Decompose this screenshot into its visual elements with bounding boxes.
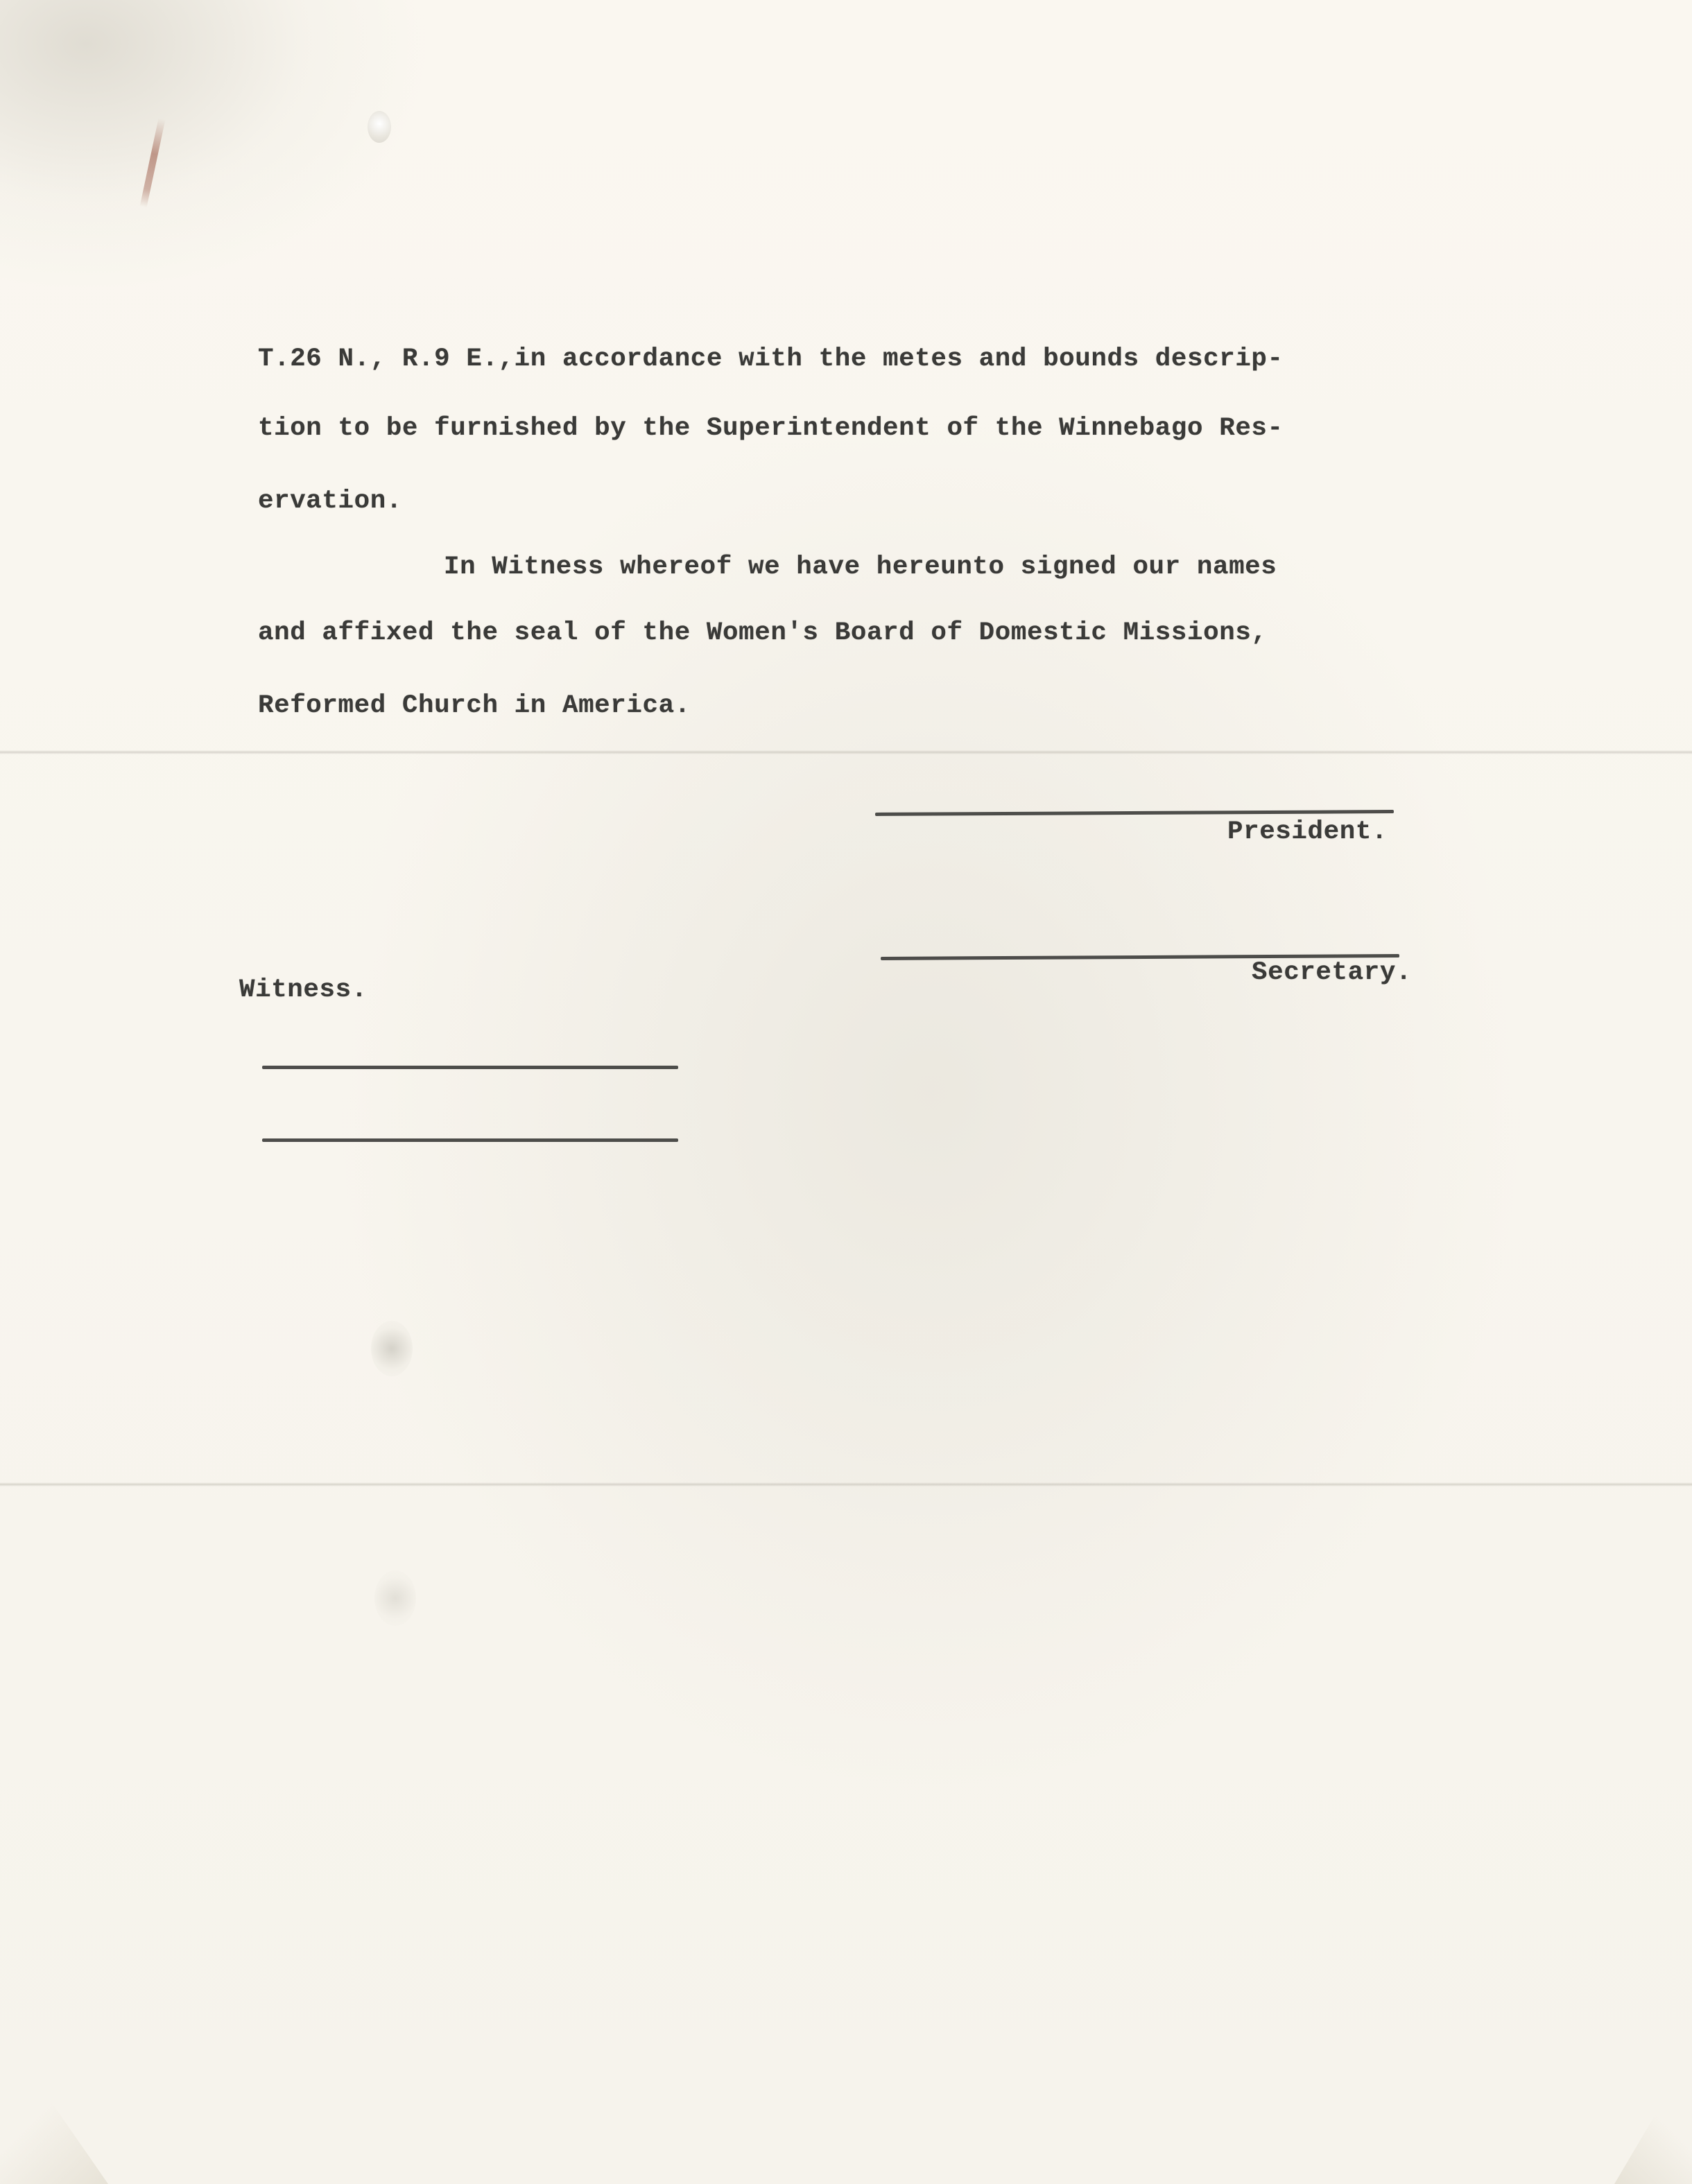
- president-label: President.: [1227, 817, 1388, 847]
- pin-hole: [368, 111, 391, 143]
- crumpled-corner: [0, 0, 430, 291]
- paper-stain: [374, 1570, 416, 1626]
- body-line-5: and affixed the seal of the Women's Board of Domestic Missions,: [258, 618, 1268, 648]
- witness-signature-line-2: [262, 1138, 678, 1142]
- witness-label: Witness.: [239, 976, 368, 1005]
- fold-crease: [0, 1482, 1692, 1487]
- witness-signature-line-1: [262, 1066, 678, 1069]
- worn-corner: [0, 2011, 180, 2184]
- body-line-1: T.26 N., R.9 E.,in accordance with the metes and bounds descrip-: [258, 345, 1284, 374]
- body-line-6: Reformed Church in America.: [258, 691, 691, 720]
- president-signature-line: [875, 810, 1394, 816]
- worn-corner: [1581, 2052, 1692, 2184]
- fold-crease: [0, 750, 1692, 754]
- paper-stain: [371, 1321, 413, 1376]
- rust-mark: [140, 118, 166, 207]
- body-line-2: tion to be furnished by the Superintendent of the Winnebago Res-: [258, 414, 1284, 443]
- body-line-4: In Witness whereof we have hereunto signed our names: [444, 553, 1277, 582]
- secretary-label: Secretary.: [1252, 958, 1413, 987]
- body-line-3: ervation.: [258, 487, 402, 516]
